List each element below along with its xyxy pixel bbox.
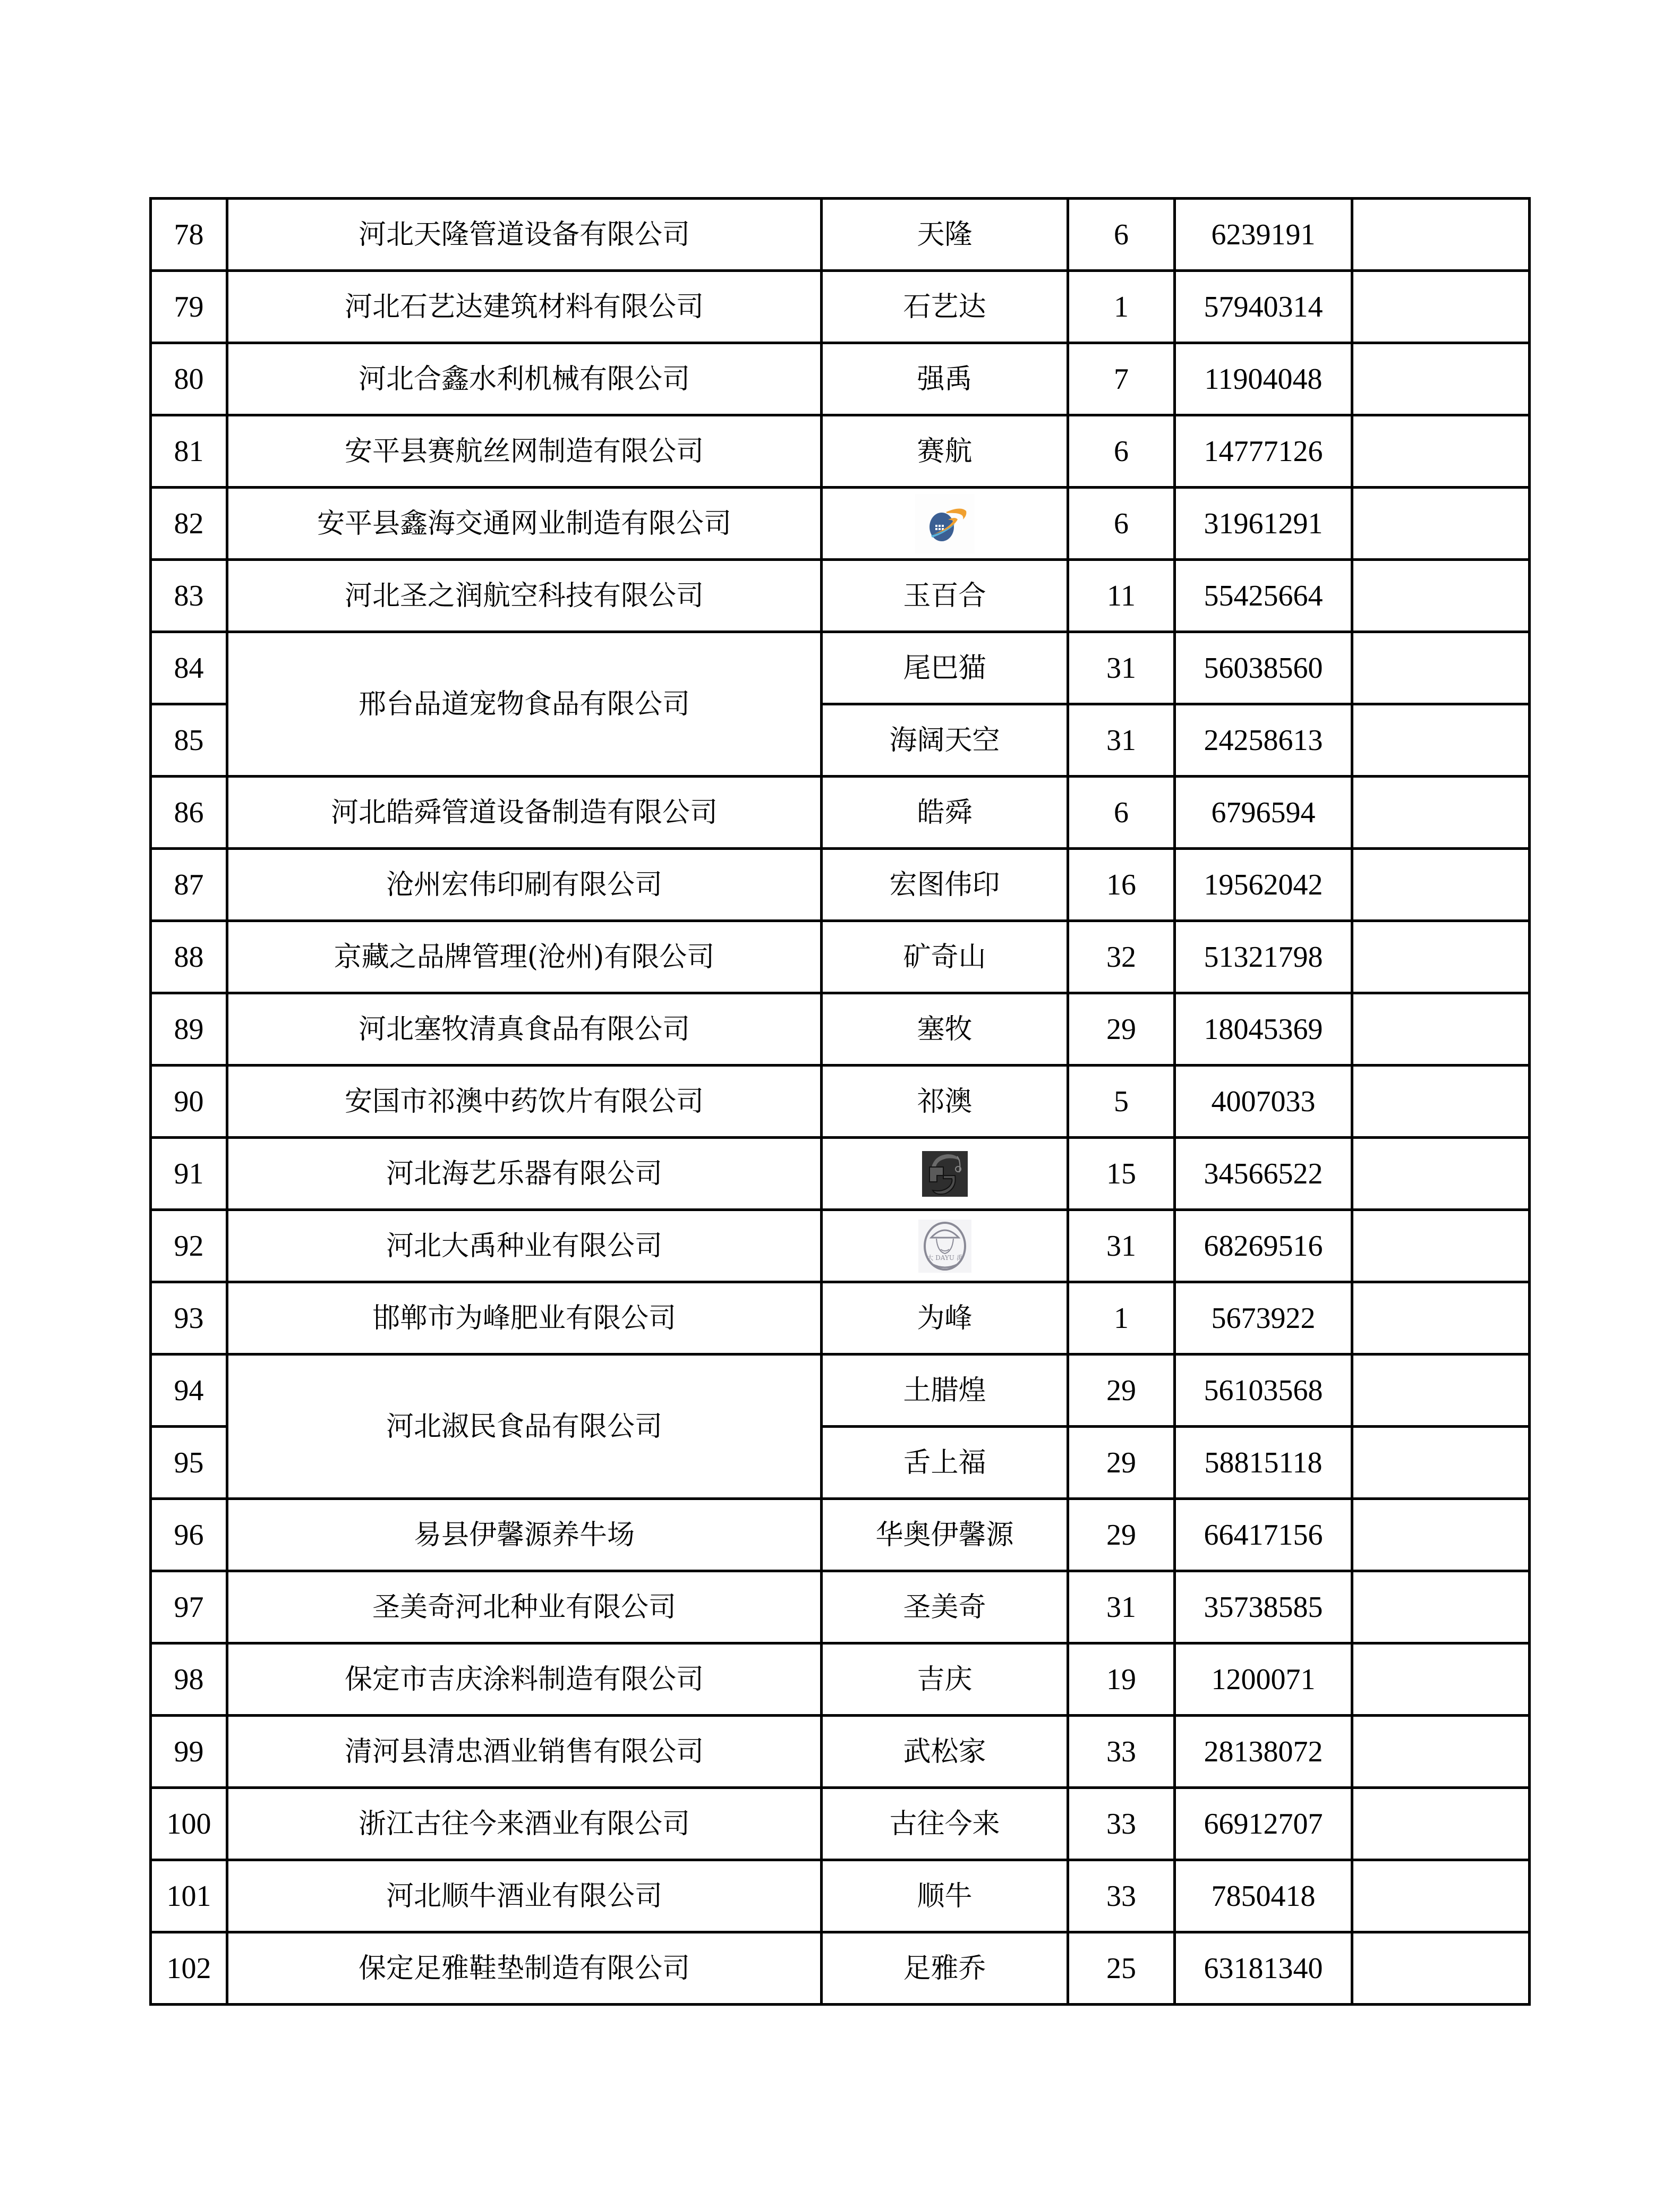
class: 1 [1068,1282,1175,1354]
registration-number: 31961291 [1175,488,1352,560]
trademark: 海阔天空 [822,704,1068,777]
note [1352,1066,1530,1138]
trademark: 赛航 [822,415,1068,488]
class: 29 [1068,1427,1175,1499]
note [1352,632,1530,704]
table-row [151,343,1530,415]
registration-number: 55425664 [1175,560,1352,632]
dayu-portrait-logo-icon [918,1220,971,1273]
trademark: 矿奇山 [822,921,1068,993]
note [1352,704,1530,777]
class: 6 [1068,777,1175,849]
company-name: 浙江古往今来酒业有限公司 [227,1788,822,1860]
row-number: 82 [151,488,227,560]
company-name: 河北海艺乐器有限公司 [227,1138,822,1210]
class: 5 [1068,1066,1175,1138]
trademark-logo-cell [822,1210,1068,1282]
row-number: 102 [151,1932,227,2005]
trademark: 宏图伟印 [822,849,1068,921]
registration-number: 58815118 [1175,1427,1352,1499]
company-name: 清河县清忠酒业销售有限公司 [227,1716,822,1788]
class: 15 [1068,1138,1175,1210]
company-name: 安国市祁澳中药饮片有限公司 [227,1066,822,1138]
note [1352,1210,1530,1282]
class: 16 [1068,849,1175,921]
table-row [151,415,1530,488]
registration-number: 34566522 [1175,1138,1352,1210]
registration-number: 51321798 [1175,921,1352,993]
music-note-emblem-logo-icon [922,1151,968,1197]
row-number: 88 [151,921,227,993]
note [1352,560,1530,632]
note [1352,199,1530,271]
registration-number: 28138072 [1175,1716,1352,1788]
table-row [151,1210,1530,1282]
trademark: 塞牧 [822,993,1068,1066]
class: 31 [1068,632,1175,704]
company-name: 河北天隆管道设备有限公司 [227,199,822,271]
note [1352,1427,1530,1499]
table-row [151,1138,1530,1210]
registration-number: 18045369 [1175,993,1352,1066]
registration-number: 5673922 [1175,1282,1352,1354]
trademark: 圣美奇 [822,1571,1068,1643]
row-number: 84 [151,632,227,704]
note [1352,1860,1530,1932]
note [1352,271,1530,343]
row-number: 85 [151,704,227,777]
trademark-logo-cell [822,488,1068,560]
class: 6 [1068,199,1175,271]
company-name: 河北皓舜管道设备制造有限公司 [227,777,822,849]
company-name: 安平县鑫海交通网业制造有限公司 [227,488,822,560]
company-name: 河北石艺达建筑材料有限公司 [227,271,822,343]
registration-number: 19562042 [1175,849,1352,921]
class: 31 [1068,1571,1175,1643]
registration-number: 4007033 [1175,1066,1352,1138]
row-number: 86 [151,777,227,849]
row-number: 99 [151,1716,227,1788]
row-number: 96 [151,1499,227,1571]
trademark: 皓舜 [822,777,1068,849]
row-number: 93 [151,1282,227,1354]
class: 7 [1068,343,1175,415]
class: 25 [1068,1932,1175,2005]
company-name: 河北圣之润航空科技有限公司 [227,560,822,632]
registration-number: 56103568 [1175,1354,1352,1427]
company-name: 易县伊馨源养牛场 [227,1499,822,1571]
trademark: 舌上福 [822,1427,1068,1499]
trademark: 顺牛 [822,1860,1068,1932]
company-name: 保定市吉庆涂料制造有限公司 [227,1643,822,1716]
class: 1 [1068,271,1175,343]
registration-number: 6796594 [1175,777,1352,849]
class: 29 [1068,1499,1175,1571]
trademark: 玉百合 [822,560,1068,632]
row-number: 79 [151,271,227,343]
table-row [151,632,1530,704]
row-number: 90 [151,1066,227,1138]
row-number: 80 [151,343,227,415]
note [1352,1354,1530,1427]
registration-number: 68269516 [1175,1210,1352,1282]
class: 19 [1068,1643,1175,1716]
trademark: 吉庆 [822,1643,1068,1716]
table-row [151,1788,1530,1860]
row-number: 94 [151,1354,227,1427]
registration-number: 56038560 [1175,632,1352,704]
note [1352,343,1530,415]
trademark: 华奥伊馨源 [822,1499,1068,1571]
table-row [151,1643,1530,1716]
registration-number: 66417156 [1175,1499,1352,1571]
company-name: 圣美奇河北种业有限公司 [227,1571,822,1643]
row-number: 95 [151,1427,227,1499]
company-name: 河北顺牛酒业有限公司 [227,1860,822,1932]
note [1352,1716,1530,1788]
note [1352,1788,1530,1860]
note [1352,921,1530,993]
row-number: 101 [151,1860,227,1932]
class: 32 [1068,921,1175,993]
class: 11 [1068,560,1175,632]
note [1352,1571,1530,1643]
table-row [151,849,1530,921]
note [1352,777,1530,849]
row-number: 78 [151,199,227,271]
note [1352,1932,1530,2005]
row-number: 92 [151,1210,227,1282]
row-number: 87 [151,849,227,921]
svg-text:大 DAYU 禹: 大 DAYU 禹 [926,1254,963,1262]
company-name: 河北大禹种业有限公司 [227,1210,822,1282]
company-name: 河北合鑫水利机械有限公司 [227,343,822,415]
class: 6 [1068,415,1175,488]
trademark: 石艺达 [822,271,1068,343]
table-row [151,271,1530,343]
row-number: 83 [151,560,227,632]
note [1352,1499,1530,1571]
registration-number: 1200071 [1175,1643,1352,1716]
company-name: 京藏之品牌管理(沧州)有限公司 [227,921,822,993]
table-row [151,560,1530,632]
company-name: 河北塞牧清真食品有限公司 [227,993,822,1066]
trademark: 足雅乔 [822,1932,1068,2005]
trademark: 天隆 [822,199,1068,271]
registration-number: 63181340 [1175,1932,1352,2005]
note [1352,488,1530,560]
class: 33 [1068,1860,1175,1932]
note [1352,1138,1530,1210]
trademark: 强禹 [822,343,1068,415]
trademark-table [149,197,1531,2006]
registration-number: 24258613 [1175,704,1352,777]
row-number: 81 [151,415,227,488]
registration-number: 11904048 [1175,343,1352,415]
table-row [151,1066,1530,1138]
registration-number: 57940314 [1175,271,1352,343]
trademark: 武松家 [822,1716,1068,1788]
company-name: 沧州宏伟印刷有限公司 [227,849,822,921]
registration-number: 35738585 [1175,1571,1352,1643]
class: 33 [1068,1788,1175,1860]
table-row [151,1932,1530,2005]
trademark-logo-cell [822,1138,1068,1210]
class: 33 [1068,1716,1175,1788]
trademark: 为峰 [822,1282,1068,1354]
company-name: 邢台品道宠物食品有限公司 [227,632,822,777]
trademark: 土腊煌 [822,1354,1068,1427]
table-row [151,1571,1530,1643]
row-number: 100 [151,1788,227,1860]
row-number: 97 [151,1571,227,1643]
row-number: 91 [151,1138,227,1210]
table-row [151,1716,1530,1788]
class: 6 [1068,488,1175,560]
company-name: 保定足雅鞋垫制造有限公司 [227,1932,822,2005]
registration-number: 7850418 [1175,1860,1352,1932]
table-row [151,488,1530,560]
trademark: 祁澳 [822,1066,1068,1138]
row-number: 98 [151,1643,227,1716]
trademark: 尾巴猫 [822,632,1068,704]
registration-number: 14777126 [1175,415,1352,488]
globe-orbit-logo-icon [915,494,975,553]
note [1352,993,1530,1066]
trademark: 古往今来 [822,1788,1068,1860]
table-row [151,1860,1530,1932]
note [1352,415,1530,488]
class: 29 [1068,993,1175,1066]
class: 29 [1068,1354,1175,1427]
company-name: 河北淑民食品有限公司 [227,1354,822,1499]
note [1352,1282,1530,1354]
table-row [151,1499,1530,1571]
table-row [151,1282,1530,1354]
table-row [151,921,1530,993]
note [1352,1643,1530,1716]
note [1352,849,1530,921]
table-row [151,993,1530,1066]
company-name: 安平县赛航丝网制造有限公司 [227,415,822,488]
table-row [151,777,1530,849]
company-name: 邯郸市为峰肥业有限公司 [227,1282,822,1354]
class: 31 [1068,704,1175,777]
row-number: 89 [151,993,227,1066]
registration-number: 6239191 [1175,199,1352,271]
table-row [151,199,1530,271]
registration-number: 66912707 [1175,1788,1352,1860]
table-row [151,1354,1530,1427]
class: 31 [1068,1210,1175,1282]
